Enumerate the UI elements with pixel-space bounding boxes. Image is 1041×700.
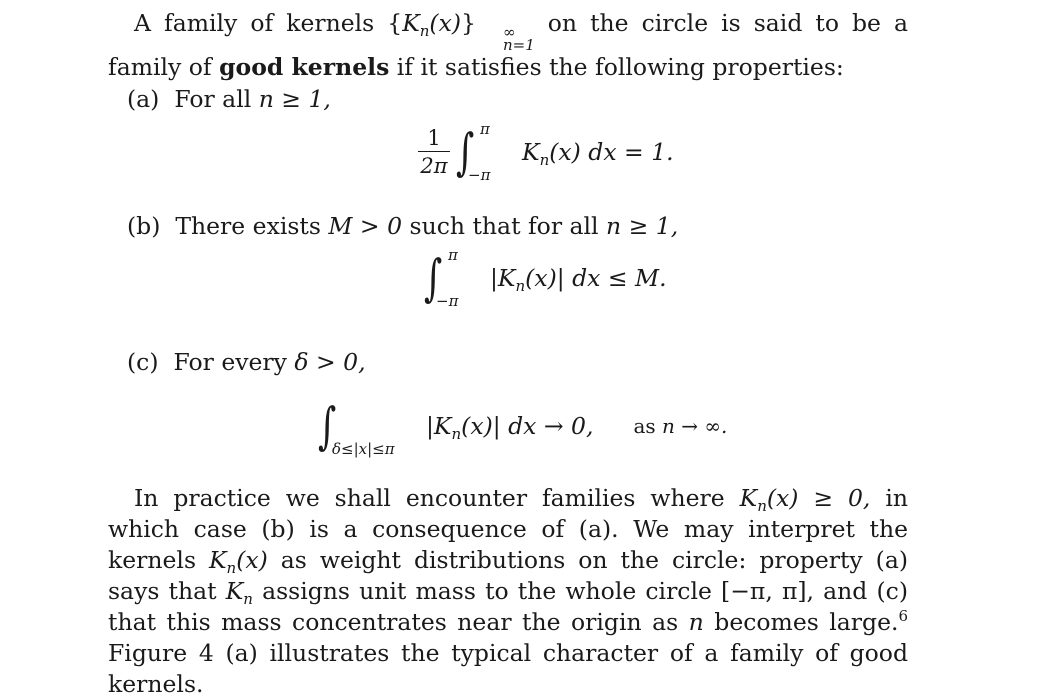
intro-text-3: if it satisfies the following properties: [389, 53, 844, 81]
intro-kernel-sub: n [419, 22, 430, 40]
property-a-lower-limit: −π [468, 166, 491, 184]
property-c-as-text: as [633, 413, 663, 438]
property-c-cond: δ > 0, [294, 348, 366, 376]
closing-s6: Figure 4 (a) illustrates the typical character of a family of good kernels. [108, 639, 908, 698]
integral-sign: ∫ [318, 397, 337, 455]
property-b-integrand-rest: (x)| dx ≤ M. [525, 263, 667, 292]
closing-s4: assigns unit mass to the whole circle [−π, π], and (c) that this mass concentrates near the origin as [108, 577, 908, 636]
property-a-frac-num: 1 [427, 126, 441, 150]
property-b-upper-limit: π [448, 246, 458, 264]
footnote-marker[interactable]: 6 [898, 607, 908, 625]
property-b-heading [127, 211, 678, 242]
closing-s3-math: K [225, 577, 244, 605]
property-c-equation [318, 394, 727, 458]
property-a-label: (a) [127, 85, 160, 113]
property-c-integrand-k: |K [426, 411, 452, 440]
property-a-cond: n ≥ 1, [258, 85, 331, 113]
closing-s1-sub: n [757, 497, 767, 515]
closing-paragraph [108, 483, 908, 700]
closing-s1-math2: (x) ≥ 0, [766, 484, 871, 512]
property-c-as-math: n → ∞. [662, 413, 728, 438]
property-c-integral [318, 394, 395, 458]
property-b-cond: M > 0 [328, 212, 403, 240]
closing-s3: as weight distributions on the circle: property (a) says that [108, 546, 909, 605]
intro-limits [477, 23, 535, 54]
intro-paragraph [108, 8, 908, 83]
property-b-equation [424, 246, 667, 310]
property-a-upper-limit: π [480, 120, 490, 138]
property-a-integrand [522, 137, 674, 168]
property-b-cond-2: n ≥ 1, [606, 212, 679, 240]
property-c-integrand [426, 411, 593, 442]
closing-s1-math: K [739, 484, 758, 512]
property-b-text: There exists [175, 212, 329, 240]
intro-text-1: A family of kernels { [134, 9, 403, 37]
property-b-integral [424, 246, 464, 310]
property-b-integrand-sub: n [515, 276, 526, 295]
intro-text-2: on the circle is said to be a family of [108, 9, 908, 81]
closing-s3-sub: n [243, 590, 253, 608]
property-a-heading [127, 84, 331, 115]
closing-s4-math: n [688, 608, 704, 636]
property-a-frac-bar [418, 151, 450, 152]
property-c-label: (c) [127, 348, 159, 376]
property-b-label: (b) [127, 212, 161, 240]
closing-s2-math: K [208, 546, 227, 574]
property-b-lower-limit: −π [436, 292, 459, 310]
property-a-equation [418, 120, 674, 184]
integral-sign: ∫ [456, 123, 475, 181]
closing-s2-sub: n [226, 559, 237, 577]
closing-s1: In practice we shall encounter families where [134, 484, 740, 512]
property-b-integrand-k: |K [490, 263, 516, 292]
property-a-integrand-sub: n [539, 150, 550, 169]
property-c-lower-limit: δ≤|x|≤π [332, 440, 395, 458]
integral-sign: ∫ [424, 249, 443, 307]
property-c-integrand-rest: (x)| dx → 0, [461, 411, 594, 440]
intro-sup: ∞ [502, 23, 516, 41]
property-c-integrand-sub: n [451, 424, 462, 443]
property-a-frac-den: 2π [420, 154, 448, 178]
closing-s5: becomes large. [703, 608, 899, 636]
property-b-integrand [490, 263, 667, 294]
intro-kernel-arg: (x) [429, 9, 462, 37]
property-b-text-2: such that for all [402, 212, 607, 240]
property-c-text: For every [173, 348, 295, 376]
intro-close-brace: } [461, 9, 476, 37]
intro-term: good kernels [219, 53, 390, 81]
closing-s2-math2: (x) [236, 546, 268, 574]
property-a-integrand-k: K [522, 137, 540, 166]
intro-sub: n=1 [502, 36, 535, 54]
property-a-integrand-rest: (x) dx = 1. [549, 137, 674, 166]
property-c-heading [127, 347, 366, 378]
property-a-text: For all [174, 85, 259, 113]
intro-kernel: K [402, 9, 420, 37]
property-a-fraction [418, 126, 450, 178]
property-c-asymptotic [633, 411, 727, 442]
closing-s2: in which case (b) is a consequence of (a). We may interpret the kernels [108, 484, 908, 574]
property-a-integral [456, 120, 496, 184]
